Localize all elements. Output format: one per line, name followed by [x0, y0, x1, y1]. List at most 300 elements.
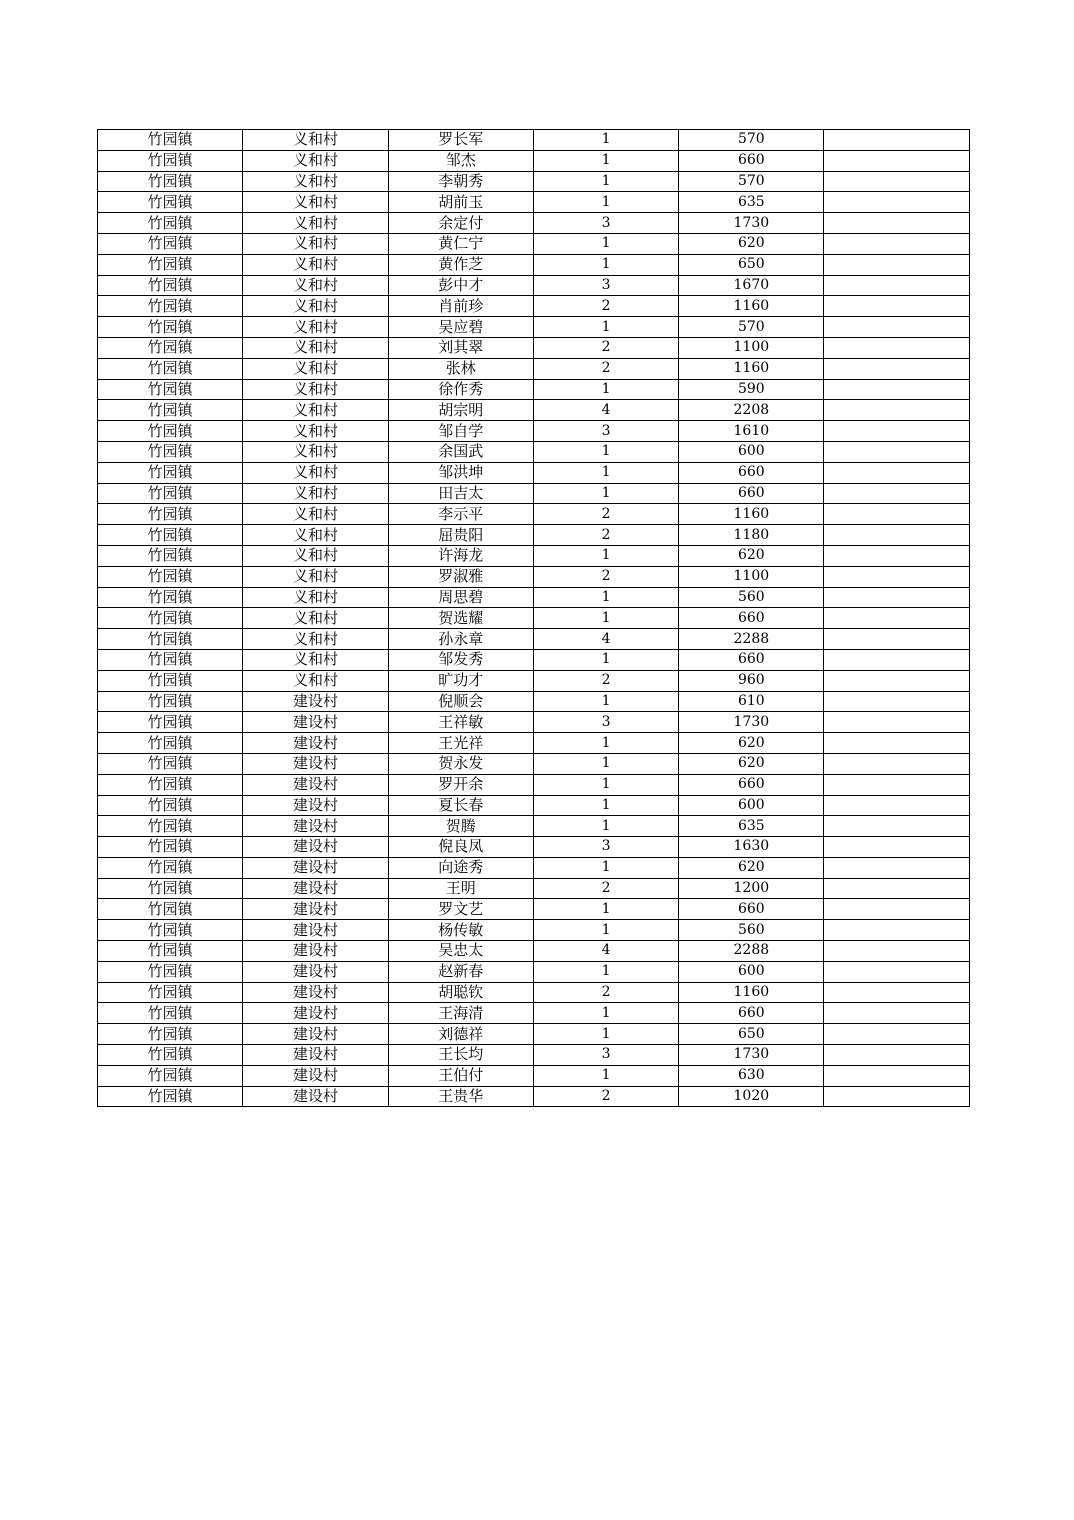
note-cell	[824, 649, 969, 670]
name-cell: 吴忠太	[388, 941, 533, 962]
amount-cell: 620	[679, 857, 824, 878]
count-cell: 2	[533, 1086, 678, 1107]
town-cell: 竹园镇	[98, 774, 243, 795]
village-cell: 建设村	[243, 1024, 388, 1045]
count-cell: 2	[533, 296, 678, 317]
amount-cell: 1730	[679, 1045, 824, 1066]
town-cell: 竹园镇	[98, 358, 243, 379]
count-cell: 1	[533, 150, 678, 171]
note-cell	[824, 171, 969, 192]
village-cell: 建设村	[243, 961, 388, 982]
note-cell	[824, 150, 969, 171]
town-cell: 竹园镇	[98, 296, 243, 317]
name-cell: 邹发秀	[388, 649, 533, 670]
village-cell: 建设村	[243, 899, 388, 920]
table-row	[98, 400, 970, 421]
village-cell: 义和村	[243, 296, 388, 317]
name-cell: 王祥敏	[388, 712, 533, 733]
table-row	[98, 254, 970, 275]
town-cell: 竹园镇	[98, 691, 243, 712]
amount-cell: 1180	[679, 525, 824, 546]
town-cell: 竹园镇	[98, 400, 243, 421]
amount-cell: 660	[679, 483, 824, 504]
town-cell: 竹园镇	[98, 233, 243, 254]
table-row	[98, 670, 970, 691]
village-cell: 义和村	[243, 317, 388, 338]
amount-cell: 570	[679, 317, 824, 338]
name-cell: 吴应碧	[388, 317, 533, 338]
amount-cell: 560	[679, 587, 824, 608]
name-cell: 王伯付	[388, 1065, 533, 1086]
count-cell: 4	[533, 941, 678, 962]
count-cell: 4	[533, 629, 678, 650]
name-cell: 胡宗明	[388, 400, 533, 421]
town-cell: 竹园镇	[98, 545, 243, 566]
town-cell: 竹园镇	[98, 753, 243, 774]
table-row	[98, 691, 970, 712]
village-cell: 义和村	[243, 649, 388, 670]
table-row	[98, 837, 970, 858]
note-cell	[824, 982, 969, 1003]
town-cell: 竹园镇	[98, 587, 243, 608]
village-cell: 义和村	[243, 670, 388, 691]
name-cell: 李朝秀	[388, 171, 533, 192]
amount-cell: 660	[679, 462, 824, 483]
count-cell: 1	[533, 254, 678, 275]
village-cell: 义和村	[243, 608, 388, 629]
note-cell	[824, 920, 969, 941]
count-cell: 1	[533, 441, 678, 462]
count-cell: 2	[533, 982, 678, 1003]
name-cell: 黄作芝	[388, 254, 533, 275]
name-cell: 贺选耀	[388, 608, 533, 629]
village-cell: 义和村	[243, 421, 388, 442]
town-cell: 竹园镇	[98, 629, 243, 650]
village-cell: 义和村	[243, 358, 388, 379]
table-row	[98, 566, 970, 587]
note-cell	[824, 1065, 969, 1086]
village-cell: 义和村	[243, 566, 388, 587]
amount-cell: 650	[679, 254, 824, 275]
table-row	[98, 1003, 970, 1024]
note-cell	[824, 400, 969, 421]
village-cell: 建设村	[243, 733, 388, 754]
note-cell	[824, 961, 969, 982]
count-cell: 1	[533, 920, 678, 941]
town-cell: 竹园镇	[98, 1065, 243, 1086]
count-cell: 1	[533, 774, 678, 795]
amount-cell: 1020	[679, 1086, 824, 1107]
count-cell: 1	[533, 733, 678, 754]
name-cell: 罗文艺	[388, 899, 533, 920]
count-cell: 1	[533, 816, 678, 837]
village-cell: 建设村	[243, 691, 388, 712]
count-cell: 1	[533, 130, 678, 151]
note-cell	[824, 1003, 969, 1024]
table-row	[98, 1024, 970, 1045]
village-cell: 建设村	[243, 982, 388, 1003]
village-cell: 建设村	[243, 795, 388, 816]
village-cell: 义和村	[243, 504, 388, 525]
village-cell: 义和村	[243, 233, 388, 254]
count-cell: 1	[533, 545, 678, 566]
count-cell: 1	[533, 961, 678, 982]
note-cell	[824, 317, 969, 338]
table-body	[98, 130, 970, 1107]
count-cell: 4	[533, 400, 678, 421]
table-row	[98, 421, 970, 442]
name-cell: 李示平	[388, 504, 533, 525]
note-cell	[824, 1024, 969, 1045]
table-row	[98, 358, 970, 379]
village-cell: 建设村	[243, 712, 388, 733]
table-row	[98, 878, 970, 899]
village-cell: 义和村	[243, 441, 388, 462]
count-cell: 1	[533, 1024, 678, 1045]
name-cell: 罗开余	[388, 774, 533, 795]
name-cell: 彭中才	[388, 275, 533, 296]
count-cell: 3	[533, 213, 678, 234]
name-cell: 夏长春	[388, 795, 533, 816]
name-cell: 杨传敏	[388, 920, 533, 941]
table-row	[98, 317, 970, 338]
village-cell: 建设村	[243, 857, 388, 878]
amount-cell: 1100	[679, 566, 824, 587]
name-cell: 倪顺会	[388, 691, 533, 712]
note-cell	[824, 296, 969, 317]
count-cell: 1	[533, 795, 678, 816]
table-row	[98, 233, 970, 254]
village-cell: 义和村	[243, 130, 388, 151]
amount-cell: 600	[679, 961, 824, 982]
village-cell: 建设村	[243, 920, 388, 941]
note-cell	[824, 337, 969, 358]
village-cell: 建设村	[243, 1045, 388, 1066]
table-row	[98, 795, 970, 816]
note-cell	[824, 857, 969, 878]
count-cell: 3	[533, 1045, 678, 1066]
amount-cell: 630	[679, 1065, 824, 1086]
note-cell	[824, 504, 969, 525]
count-cell: 3	[533, 837, 678, 858]
note-cell	[824, 130, 969, 151]
count-cell: 1	[533, 608, 678, 629]
table-row	[98, 712, 970, 733]
amount-cell: 1730	[679, 712, 824, 733]
name-cell: 田吉太	[388, 483, 533, 504]
amount-cell: 600	[679, 795, 824, 816]
count-cell: 1	[533, 587, 678, 608]
amount-cell: 620	[679, 233, 824, 254]
amount-cell: 2208	[679, 400, 824, 421]
town-cell: 竹园镇	[98, 213, 243, 234]
table-row	[98, 920, 970, 941]
note-cell	[824, 753, 969, 774]
data-table	[97, 129, 970, 1107]
village-cell: 义和村	[243, 400, 388, 421]
name-cell: 许海龙	[388, 545, 533, 566]
table-row	[98, 150, 970, 171]
count-cell: 1	[533, 753, 678, 774]
name-cell: 胡前玉	[388, 192, 533, 213]
town-cell: 竹园镇	[98, 379, 243, 400]
name-cell: 余国武	[388, 441, 533, 462]
town-cell: 竹园镇	[98, 483, 243, 504]
table-row	[98, 525, 970, 546]
amount-cell: 635	[679, 816, 824, 837]
amount-cell: 1100	[679, 337, 824, 358]
village-cell: 义和村	[243, 525, 388, 546]
amount-cell: 620	[679, 753, 824, 774]
village-cell: 建设村	[243, 753, 388, 774]
table-row	[98, 587, 970, 608]
name-cell: 邹杰	[388, 150, 533, 171]
town-cell: 竹园镇	[98, 254, 243, 275]
village-cell: 义和村	[243, 545, 388, 566]
note-cell	[824, 525, 969, 546]
name-cell: 倪良凤	[388, 837, 533, 858]
village-cell: 义和村	[243, 254, 388, 275]
amount-cell: 570	[679, 171, 824, 192]
town-cell: 竹园镇	[98, 337, 243, 358]
village-cell: 建设村	[243, 837, 388, 858]
note-cell	[824, 379, 969, 400]
table-row	[98, 483, 970, 504]
count-cell: 1	[533, 462, 678, 483]
note-cell	[824, 733, 969, 754]
count-cell: 1	[533, 649, 678, 670]
town-cell: 竹园镇	[98, 421, 243, 442]
amount-cell: 2288	[679, 941, 824, 962]
table-row	[98, 753, 970, 774]
table-row	[98, 130, 970, 151]
village-cell: 建设村	[243, 878, 388, 899]
amount-cell: 1630	[679, 837, 824, 858]
name-cell: 王明	[388, 878, 533, 899]
amount-cell: 660	[679, 608, 824, 629]
name-cell: 张林	[388, 358, 533, 379]
town-cell: 竹园镇	[98, 171, 243, 192]
note-cell	[824, 441, 969, 462]
count-cell: 1	[533, 379, 678, 400]
town-cell: 竹园镇	[98, 1003, 243, 1024]
amount-cell: 590	[679, 379, 824, 400]
note-cell	[824, 462, 969, 483]
table-row	[98, 337, 970, 358]
amount-cell: 1160	[679, 504, 824, 525]
note-cell	[824, 254, 969, 275]
table-row	[98, 213, 970, 234]
town-cell: 竹园镇	[98, 816, 243, 837]
note-cell	[824, 712, 969, 733]
amount-cell: 600	[679, 441, 824, 462]
town-cell: 竹园镇	[98, 899, 243, 920]
name-cell: 旷功才	[388, 670, 533, 691]
note-cell	[824, 816, 969, 837]
amount-cell: 1200	[679, 878, 824, 899]
name-cell: 屈贵阳	[388, 525, 533, 546]
name-cell: 向途秀	[388, 857, 533, 878]
amount-cell: 560	[679, 920, 824, 941]
name-cell: 周思碧	[388, 587, 533, 608]
count-cell: 1	[533, 317, 678, 338]
note-cell	[824, 608, 969, 629]
village-cell: 义和村	[243, 213, 388, 234]
name-cell: 王贵华	[388, 1086, 533, 1107]
town-cell: 竹园镇	[98, 837, 243, 858]
note-cell	[824, 878, 969, 899]
amount-cell: 660	[679, 1003, 824, 1024]
amount-cell: 620	[679, 733, 824, 754]
note-cell	[824, 358, 969, 379]
village-cell: 义和村	[243, 483, 388, 504]
village-cell: 建设村	[243, 1003, 388, 1024]
table-row	[98, 1065, 970, 1086]
count-cell: 2	[533, 566, 678, 587]
town-cell: 竹园镇	[98, 192, 243, 213]
name-cell: 刘其翠	[388, 337, 533, 358]
name-cell: 余定付	[388, 213, 533, 234]
town-cell: 竹园镇	[98, 1045, 243, 1066]
village-cell: 义和村	[243, 150, 388, 171]
count-cell: 1	[533, 233, 678, 254]
note-cell	[824, 691, 969, 712]
table-row	[98, 982, 970, 1003]
name-cell: 邹洪坤	[388, 462, 533, 483]
table-row	[98, 774, 970, 795]
table-row	[98, 379, 970, 400]
village-cell: 义和村	[243, 337, 388, 358]
count-cell: 2	[533, 670, 678, 691]
note-cell	[824, 233, 969, 254]
table-row	[98, 816, 970, 837]
village-cell: 义和村	[243, 192, 388, 213]
table-row	[98, 462, 970, 483]
town-cell: 竹园镇	[98, 878, 243, 899]
count-cell: 2	[533, 525, 678, 546]
amount-cell: 2288	[679, 629, 824, 650]
note-cell	[824, 545, 969, 566]
amount-cell: 960	[679, 670, 824, 691]
note-cell	[824, 1045, 969, 1066]
name-cell: 罗淑雅	[388, 566, 533, 587]
name-cell: 胡聪钦	[388, 982, 533, 1003]
name-cell: 王光祥	[388, 733, 533, 754]
town-cell: 竹园镇	[98, 150, 243, 171]
count-cell: 2	[533, 358, 678, 379]
amount-cell: 1610	[679, 421, 824, 442]
table-row	[98, 899, 970, 920]
table-row	[98, 441, 970, 462]
table-row	[98, 504, 970, 525]
count-cell: 2	[533, 878, 678, 899]
note-cell	[824, 587, 969, 608]
count-cell: 1	[533, 857, 678, 878]
note-cell	[824, 421, 969, 442]
note-cell	[824, 213, 969, 234]
table-row	[98, 171, 970, 192]
town-cell: 竹园镇	[98, 275, 243, 296]
town-cell: 竹园镇	[98, 712, 243, 733]
town-cell: 竹园镇	[98, 1024, 243, 1045]
note-cell	[824, 795, 969, 816]
village-cell: 义和村	[243, 462, 388, 483]
town-cell: 竹园镇	[98, 649, 243, 670]
table-row	[98, 649, 970, 670]
amount-cell: 1160	[679, 296, 824, 317]
town-cell: 竹园镇	[98, 920, 243, 941]
town-cell: 竹园镇	[98, 670, 243, 691]
table-row	[98, 733, 970, 754]
town-cell: 竹园镇	[98, 733, 243, 754]
village-cell: 建设村	[243, 1065, 388, 1086]
count-cell: 1	[533, 171, 678, 192]
village-cell: 建设村	[243, 774, 388, 795]
table-row	[98, 941, 970, 962]
count-cell: 1	[533, 1003, 678, 1024]
amount-cell: 660	[679, 649, 824, 670]
amount-cell: 660	[679, 899, 824, 920]
note-cell	[824, 1086, 969, 1107]
amount-cell: 635	[679, 192, 824, 213]
name-cell: 罗长军	[388, 130, 533, 151]
town-cell: 竹园镇	[98, 857, 243, 878]
village-cell: 义和村	[243, 275, 388, 296]
note-cell	[824, 275, 969, 296]
amount-cell: 1730	[679, 213, 824, 234]
name-cell: 赵新春	[388, 961, 533, 982]
table-row	[98, 608, 970, 629]
town-cell: 竹园镇	[98, 608, 243, 629]
note-cell	[824, 566, 969, 587]
note-cell	[824, 941, 969, 962]
town-cell: 竹园镇	[98, 525, 243, 546]
town-cell: 竹园镇	[98, 504, 243, 525]
name-cell: 邹自学	[388, 421, 533, 442]
amount-cell: 610	[679, 691, 824, 712]
count-cell: 1	[533, 899, 678, 920]
name-cell: 贺永发	[388, 753, 533, 774]
town-cell: 竹园镇	[98, 961, 243, 982]
note-cell	[824, 899, 969, 920]
name-cell: 徐作秀	[388, 379, 533, 400]
note-cell	[824, 483, 969, 504]
village-cell: 义和村	[243, 379, 388, 400]
count-cell: 1	[533, 483, 678, 504]
note-cell	[824, 670, 969, 691]
town-cell: 竹园镇	[98, 462, 243, 483]
name-cell: 黄仁宁	[388, 233, 533, 254]
name-cell: 王海清	[388, 1003, 533, 1024]
table-row	[98, 545, 970, 566]
amount-cell: 660	[679, 150, 824, 171]
count-cell: 3	[533, 421, 678, 442]
town-cell: 竹园镇	[98, 130, 243, 151]
count-cell: 1	[533, 691, 678, 712]
amount-cell: 650	[679, 1024, 824, 1045]
count-cell: 1	[533, 1065, 678, 1086]
village-cell: 建设村	[243, 1086, 388, 1107]
amount-cell: 660	[679, 774, 824, 795]
village-cell: 义和村	[243, 587, 388, 608]
village-cell: 义和村	[243, 171, 388, 192]
count-cell: 2	[533, 504, 678, 525]
count-cell: 3	[533, 275, 678, 296]
note-cell	[824, 837, 969, 858]
amount-cell: 570	[679, 130, 824, 151]
table-row	[98, 1045, 970, 1066]
table-row	[98, 1086, 970, 1107]
